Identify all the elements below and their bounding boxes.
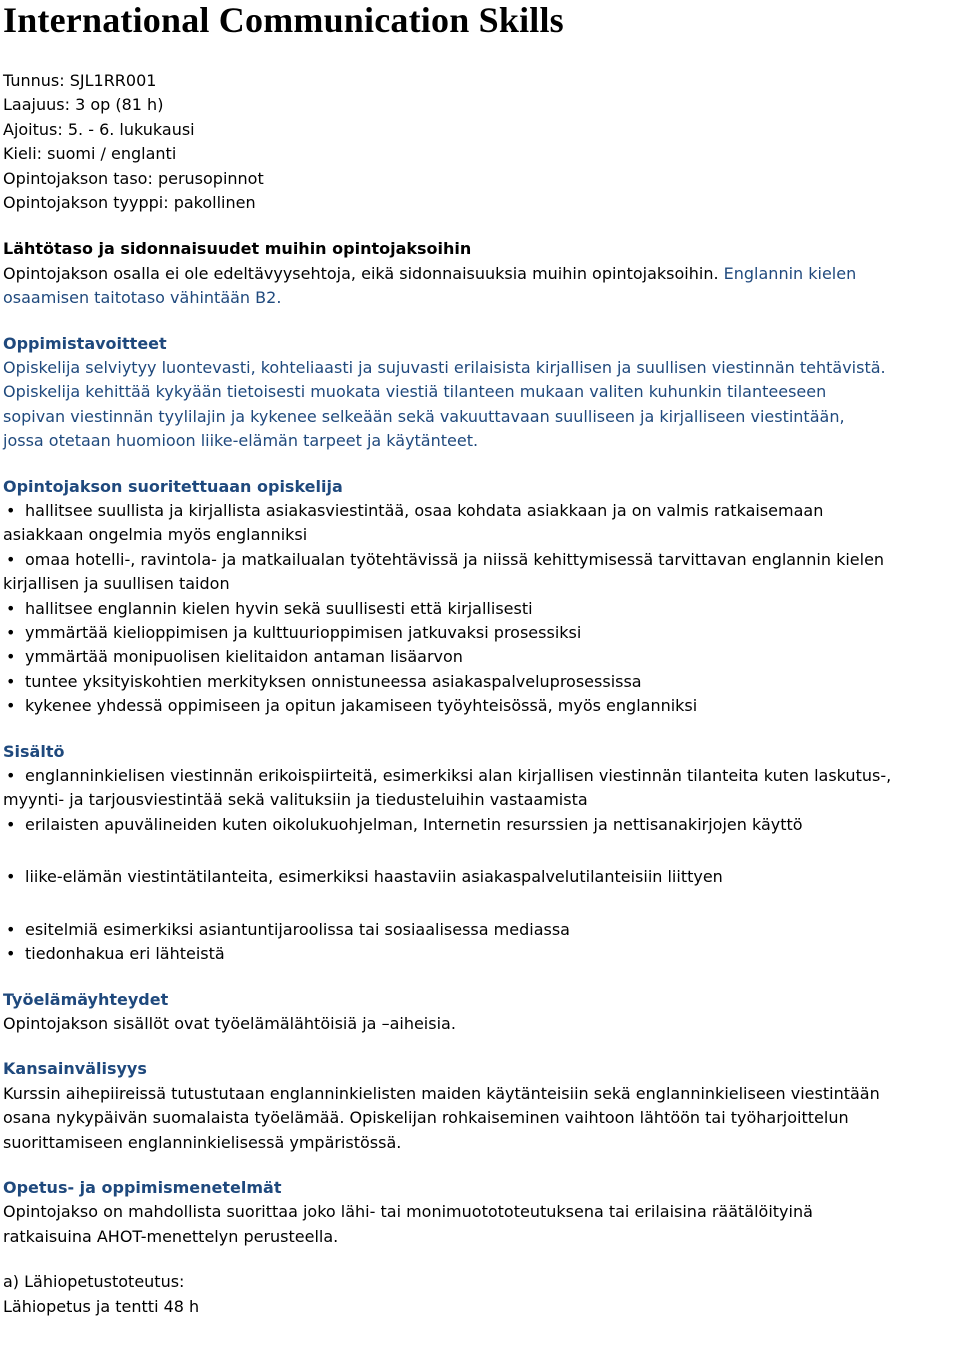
content-section — [3, 740, 960, 967]
list-item — [3, 942, 960, 966]
international-line: Kurssin aihepiireissä tutustutaan englanninkielisten maiden käytänteisiin sekä englanninkieliseen viestintään — [3, 1083, 880, 1103]
objectives-text — [3, 356, 960, 454]
international-text — [3, 1082, 960, 1155]
list-item-text: liike-elämän viestintätilanteita, esimerkiksi haastaviin asiakaspalvelutilanteisiin liittyen — [25, 867, 723, 887]
list-item — [3, 865, 960, 889]
list-item-text: englanninkielisen viestinnän erikoispiirteitä, esimerkiksi alan kirjallisen viestinnän tilanteita kuten laskutus-, — [25, 766, 892, 786]
page-title: International Communication Skills — [3, 0, 564, 40]
list-item-text: ymmärtää monipuolisen kielitaidon antaman lisäarvon — [25, 647, 463, 667]
objectives-line: Opiskelija selviytyy luontevasti, kohteliaasti ja sujuvasti erilaisista kirjallisen ja suullisen viestinnän tehtävistä. — [3, 357, 886, 377]
list-item-text: erilaisten apuvälineiden kuten oikolukuohjelman, Internetin resurssien ja nettisanakirjojen käyttö — [25, 814, 803, 834]
implementation-label: a) Lähiopetustoteutus: — [3, 1272, 185, 1292]
meta-level: Opintojakson taso: perusopinnot — [3, 168, 264, 188]
list-item-text: hallitsee englannin kielen hyvin sekä suullisesti että kirjallisesti — [25, 598, 533, 618]
worklife-heading: Työelämäyhteydet — [3, 989, 169, 1009]
objectives-section — [3, 332, 960, 454]
content-list — [3, 918, 960, 967]
implementation-text: Lähiopetus ja tentti 48 h — [3, 1296, 200, 1316]
international-line: suorittamiseen englanninkielisessä ympäristössä. — [3, 1132, 402, 1152]
prerequisites-heading: Lähtötaso ja sidonnaisuudet muihin opintojaksoihin — [3, 239, 472, 259]
course-meta — [3, 69, 960, 215]
methods-heading: Opetus- ja oppimismenetelmät — [3, 1177, 282, 1197]
list-item-text: tiedonhakua eri lähteistä — [25, 944, 225, 964]
bullet-icon: • — [6, 549, 16, 569]
list-item — [3, 499, 960, 548]
bullet-icon: • — [6, 671, 16, 691]
meta-timing: Ajoitus: 5. - 6. lukukausi — [3, 119, 195, 139]
list-item — [3, 670, 960, 694]
bullet-icon: • — [6, 867, 16, 887]
prerequisites-text-highlight: Englannin kielen — [723, 263, 857, 283]
meta-code: Tunnus: SJL1RR001 — [3, 71, 157, 90]
spacer — [3, 890, 960, 918]
list-item-text-cont: asiakkaan ongelmia myös englanniksi — [3, 525, 308, 545]
content-list — [3, 865, 960, 889]
list-item — [3, 548, 960, 597]
list-item — [3, 645, 960, 669]
methods-line: ratkaisuina AHOT-menettelyn perusteella. — [3, 1226, 339, 1246]
objectives-line: sopivan viestinnän tyylilajin ja kykenee selkeään sekä vakuuttavaan suulliseen ja kirjalliseen viestintään, — [3, 406, 845, 426]
list-item-text: ymmärtää kielioppimisen ja kulttuurioppimisen jatkuvaksi prosessiksi — [25, 623, 582, 643]
objectives-heading: Oppimistavoitteet — [3, 333, 167, 353]
list-item-text: tuntee yksityiskohtien merkityksen onnistuneessa asiakaspalveluprosessissa — [25, 671, 642, 691]
bullet-icon: • — [6, 598, 16, 618]
international-section — [3, 1057, 960, 1155]
outcomes-list — [3, 499, 960, 719]
list-item — [3, 694, 960, 718]
list-item-text: omaa hotelli-, ravintola- ja matkailualan työtehtävissä ja niissä kehittymisessä tarvittavan englannin kielen — [25, 549, 885, 569]
outcomes-section — [3, 475, 960, 719]
list-item-text-cont: kirjallisen ja suullisen taidon — [3, 574, 230, 594]
methods-text — [3, 1200, 960, 1249]
meta-language: Kieli: suomi / englanti — [3, 144, 177, 164]
list-item — [3, 813, 960, 837]
worklife-text: Opintojakson sisällöt ovat työelämälähtöisiä ja –aiheisia. — [3, 1013, 456, 1033]
list-item — [3, 764, 960, 813]
bullet-icon: • — [6, 766, 16, 786]
bullet-icon: • — [6, 623, 16, 643]
content-list — [3, 764, 960, 837]
list-item-text: esitelmiä esimerkiksi asiantuntijaroolissa tai sosiaalisessa mediassa — [25, 919, 570, 939]
list-item — [3, 597, 960, 621]
implementation-section — [3, 1270, 960, 1319]
prerequisites-section — [3, 237, 960, 310]
bullet-icon: • — [6, 696, 16, 716]
bullet-icon: • — [6, 919, 16, 939]
bullet-icon: • — [6, 501, 16, 520]
prerequisites-text-main: Opintojakson osalla ei ole edeltävyysehtoja, eikä sidonnaisuuksia muihin opintojaksoihin. — [3, 263, 719, 283]
content-heading: Sisältö — [3, 741, 65, 761]
prerequisites-text-highlight-cont: osaamisen taitotaso vähintään B2. — [3, 288, 282, 308]
objectives-line: jossa otetaan huomioon liike-elämän tarpeet ja käytänteet. — [3, 431, 479, 451]
bullet-icon: • — [6, 814, 16, 834]
international-line: osana nykypäivän suomalaista työelämää. Opiskelijan rohkaiseminen vaihtoon lähtöön tai työharjoittelun — [3, 1108, 849, 1128]
international-heading: Kansainvälisyys — [3, 1059, 147, 1079]
outcomes-heading: Opintojakson suoritettuaan opiskelija — [3, 476, 343, 496]
bullet-icon: • — [6, 944, 16, 964]
list-item-text-cont: myynti- ja tarjousviestintää sekä valituksiin ja tiedusteluihin vastaamista — [3, 790, 588, 810]
meta-credits: Laajuus: 3 op (81 h) — [3, 95, 164, 115]
prerequisites-text — [3, 262, 960, 311]
list-item-text: hallitsee suullista ja kirjallista asiakasviestintää, osaa kohdata asiakkaan ja on valmis ratkaisemaan — [25, 501, 824, 520]
list-item — [3, 918, 960, 942]
list-item-text: kykenee yhdessä oppimiseen ja opitun jakamiseen työyhteisössä, myös englanniksi — [25, 696, 698, 716]
spacer — [3, 837, 960, 865]
worklife-section — [3, 988, 960, 1037]
bullet-icon: • — [6, 647, 16, 667]
objectives-line: Opiskelija kehittää kykyään tietoisesti muokata viestiä tilanteen mukaan valiten kuhunkin tilanteeseen — [3, 382, 827, 402]
methods-line: Opintojakso on mahdollista suorittaa joko lähi- tai monimuotototeutuksena tai erilaisina räätälöityinä — [3, 1202, 813, 1222]
methods-section — [3, 1176, 960, 1249]
list-item — [3, 621, 960, 645]
meta-type: Opintojakson tyyppi: pakollinen — [3, 192, 256, 212]
